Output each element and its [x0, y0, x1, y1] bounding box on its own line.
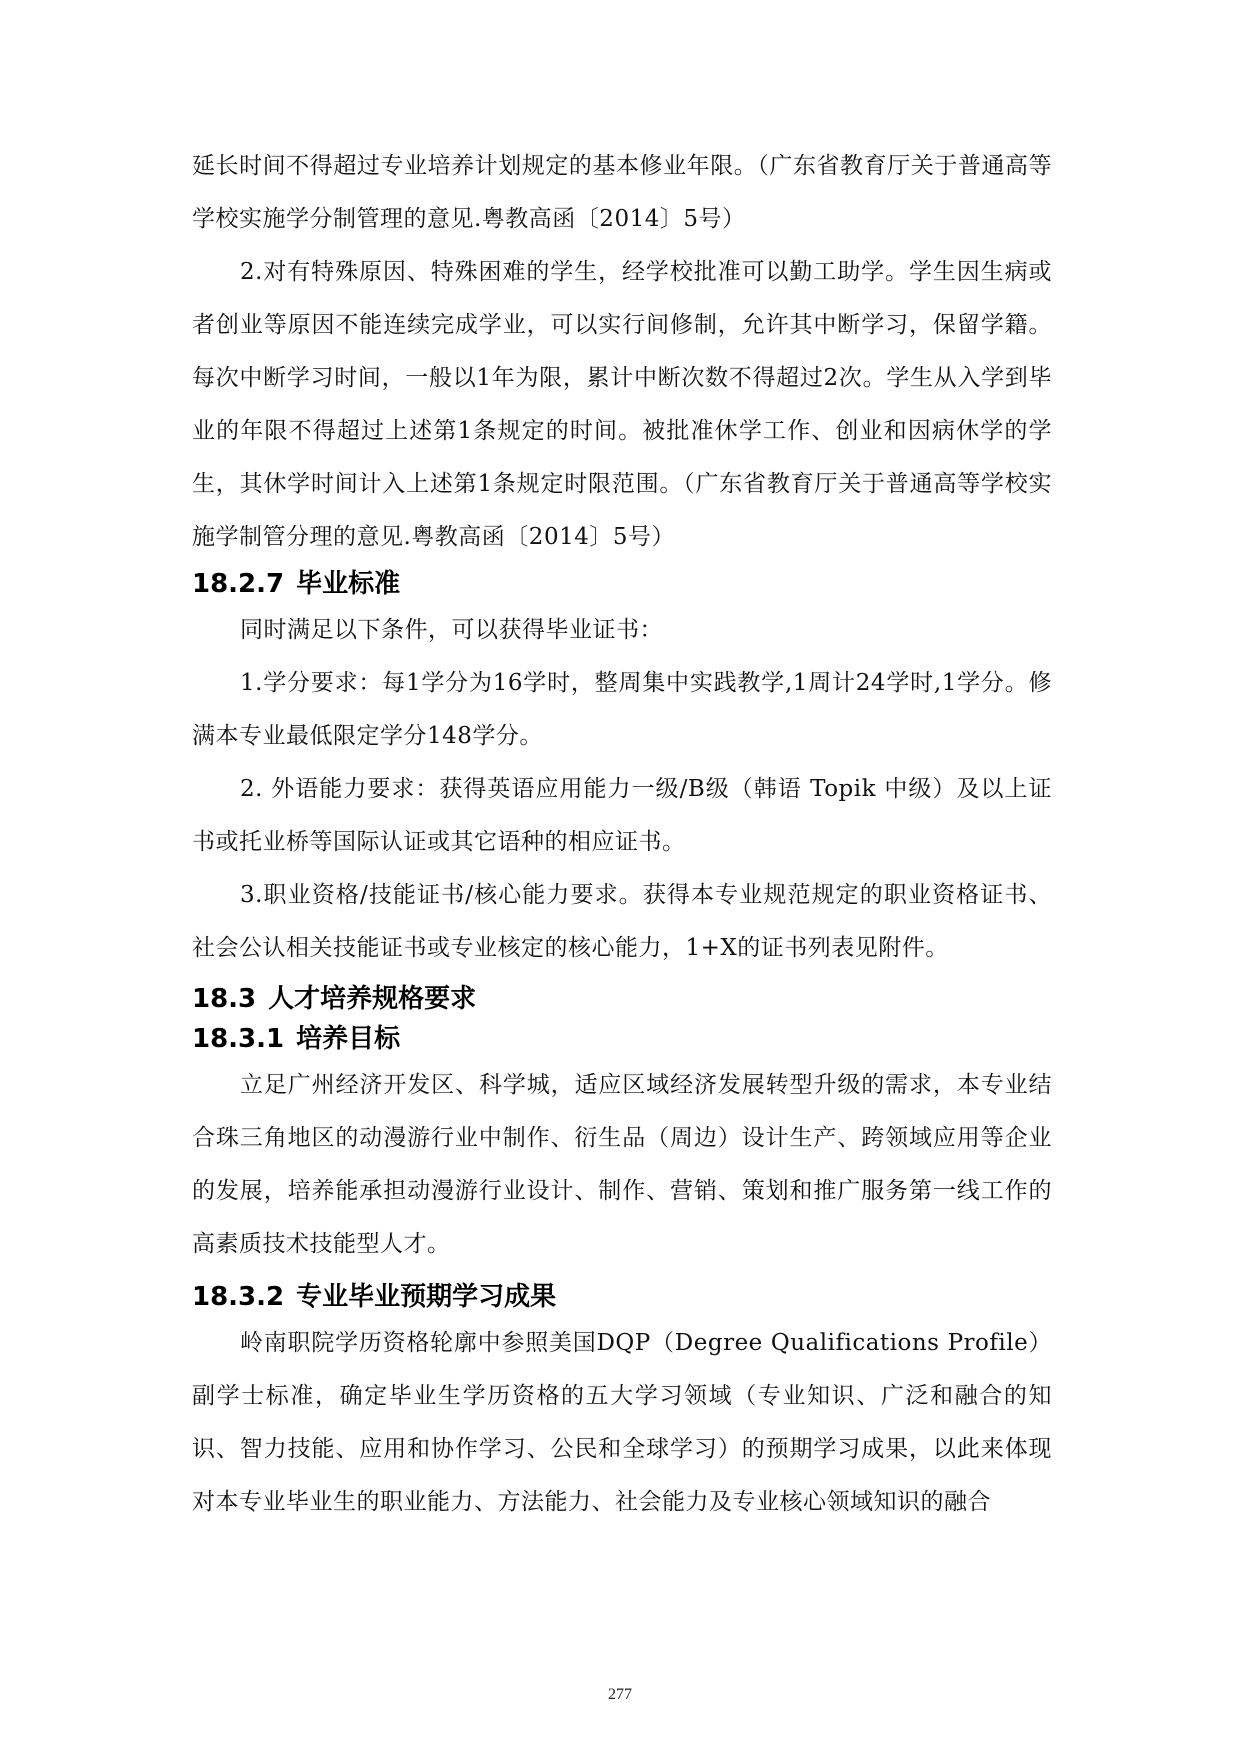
heading-talent-specification — [192, 979, 1052, 1019]
heading-title: 人才培养规格要求 — [268, 984, 477, 1014]
paragraph-certificate-requirement: 3.职业资格/技能证书/核心能力要求。获得本专业规范规定的职业资格证书、社会公认相关技能证书或专业核定的核心能力，1+X的证书列表见附件。 — [192, 882, 1052, 961]
heading-number: 18.2.7 — [192, 569, 285, 599]
page-number: 277 — [608, 1686, 632, 1703]
heading-title: 专业毕业预期学习成果 — [296, 1282, 557, 1312]
paragraph-training-objective: 立足广州经济开发区、科学城，适应区域经济发展转型升级的需求，本专业结合珠三角地区的动漫游行业中制作、衍生品（周边）设计生产、跨领域应用等企业的发展，培养能承担动漫游行业设计、制作、营销、策划和推广服务第一线工作的高素质技术技能型人才。 — [192, 1072, 1052, 1257]
heading-training-objective — [192, 1019, 1052, 1059]
heading-number: 18.3.2 — [192, 1282, 285, 1312]
heading-title: 毕业标准 — [296, 569, 401, 599]
heading-learning-outcomes — [192, 1277, 1052, 1317]
heading-title: 培养目标 — [296, 1024, 401, 1054]
paragraph-continuation: 延长时间不得超过专业培养计划规定的基本修业年限。（广东省教育厅关于普通高等学校实施学分制管理的意见.粤教高函〔2014〕5号） — [192, 153, 1052, 232]
paragraph-suspension-rules: 2.对有特殊原因、特殊困难的学生，经学校批准可以勤工助学。学生因生病或者创业等原因不能连续完成学业，可以实行间修制，允许其中断学习，保留学籍。每次中断学习时间，一般以1年为限，累计中断次数不得超过2次。学生从入学到毕业的年限不得超过上述第1条规定的时间。被批准休学工作、创业和因病休学的学生，其休学时间计入上述第1条规定时限范围。（广东省教育厅关于普通高等学校实施学制管分理的意见.粤教高函〔2014〕5号） — [192, 259, 1052, 550]
paragraph-language-requirement: 2. 外语能力要求：获得英语应用能力一级/B级（韩语 Topik 中级）及以上证书或托业桥等国际认证或其它语种的相应证书。 — [192, 776, 1052, 855]
heading-number: 18.3.1 — [192, 1024, 285, 1054]
paragraph-graduation-intro: 同时满足以下条件，可以获得毕业证书： — [240, 617, 663, 643]
paragraph-learning-outcomes: 岭南职院学历资格轮廓中参照美国DQP（Degree Qualifications Profile）副学士标准，确定毕业生学历资格的五大学习领域（专业知识、广泛和融合的知识、智力技能、应用和协作学习、公民和全球学习）的预期学习成果，以此来体现对本专业毕业生的职业能力、方法能力、社会能力及专业核心领域知识的融合 — [192, 1330, 1052, 1515]
paragraph-credit-requirement: 1.学分要求：每1学分为16学时，整周集中实践教学,1周计24学时,1学分。修满本专业最低限定学分148学分。 — [192, 670, 1052, 749]
page-content — [192, 140, 1052, 1529]
heading-number: 18.3 — [192, 984, 257, 1014]
heading-graduation-standard — [192, 564, 1052, 604]
